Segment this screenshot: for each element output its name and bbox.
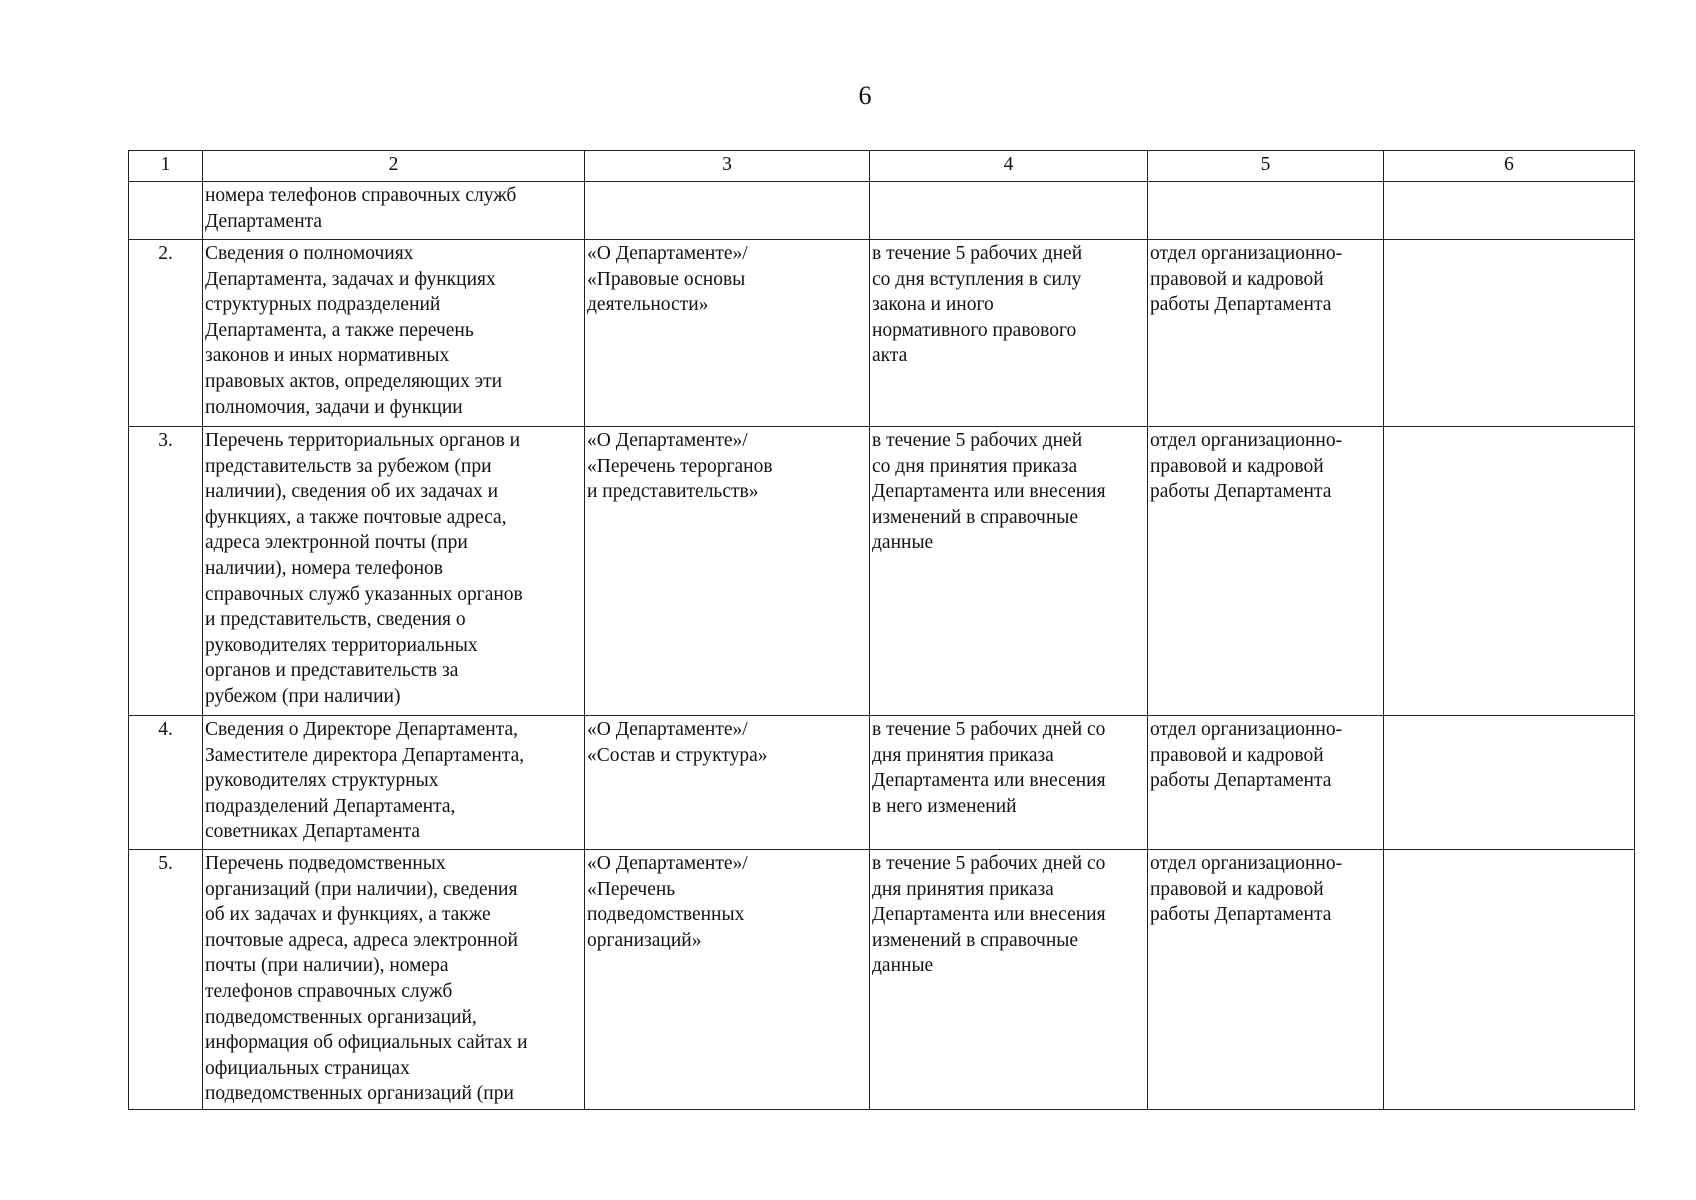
text-line: Заместителе директора Департамента, xyxy=(205,744,525,766)
section-cell xyxy=(585,716,870,850)
text-line: «Перечень xyxy=(587,878,676,900)
text-line: почтовые адреса, адреса электронной xyxy=(205,929,518,951)
text-line: работы Департамента xyxy=(1150,481,1332,503)
text-line: рубежом (при наличии) xyxy=(205,685,401,707)
header-cell: 3 xyxy=(585,151,870,182)
text-line: номера телефонов справочных служб xyxy=(205,185,517,206)
note-cell xyxy=(1384,182,1635,240)
text-line: дня принятия приказа xyxy=(872,744,1054,766)
deadline-cell xyxy=(870,850,1148,1110)
text-line: данные xyxy=(872,532,934,554)
responsible-cell xyxy=(1148,850,1384,1110)
text-line: почты (при наличии), номера xyxy=(205,955,449,977)
text-line: Перечень подведомственных xyxy=(205,853,446,874)
row-number-cell: 5. xyxy=(129,850,203,1110)
text-line: органов и представительств за xyxy=(205,660,459,682)
text-line: функциях, а также почтовые адреса, xyxy=(205,506,507,528)
header-cell: 5 xyxy=(1148,151,1384,182)
text-line: отдел организационно- xyxy=(1150,430,1343,451)
text-line: Перечень территориальных органов и xyxy=(205,430,521,451)
text-line: в течение 5 рабочих дней со xyxy=(872,853,1106,874)
text-line: в течение 5 рабочих дней xyxy=(872,430,1083,451)
deadline-cell xyxy=(870,240,1148,427)
text-line: справочных служб указанных органов xyxy=(205,583,523,605)
note-cell xyxy=(1384,427,1635,716)
text-line: структурных подразделений xyxy=(205,294,441,316)
text-line: правовой и кадровой xyxy=(1150,878,1324,900)
description-cell xyxy=(203,240,585,427)
text-line: руководителях территориальных xyxy=(205,634,478,656)
text-line: акта xyxy=(872,345,908,367)
header-cell: 4 xyxy=(870,151,1148,182)
header-cell: 6 xyxy=(1384,151,1635,182)
text-line: в него изменений xyxy=(872,795,1017,817)
responsible-cell xyxy=(1148,182,1384,240)
table-row xyxy=(129,182,1635,240)
text-line: об их задачах и функциях, а также xyxy=(205,904,491,926)
text-line: Департамента xyxy=(205,210,323,232)
text-line: со дня принятия приказа xyxy=(872,455,1078,477)
text-line: подведомственных xyxy=(587,904,745,926)
description-cell xyxy=(203,716,585,850)
text-line: Департамента, задачах и функциях xyxy=(205,268,496,290)
section-cell xyxy=(585,427,870,716)
section-cell xyxy=(585,182,870,240)
table-row xyxy=(129,427,1635,716)
note-cell xyxy=(1384,850,1635,1110)
text-line: адреса электронной почты (при xyxy=(205,532,468,554)
note-cell xyxy=(1384,240,1635,427)
text-line: Департамента или внесения xyxy=(872,481,1106,503)
text-line: изменений в справочные xyxy=(872,506,1079,528)
text-line: телефонов справочных служб xyxy=(205,980,453,1002)
text-line: руководителях структурных xyxy=(205,770,439,792)
deadline-cell xyxy=(870,427,1148,716)
text-line: наличии), сведения об их задачах и xyxy=(205,481,499,503)
responsible-cell xyxy=(1148,716,1384,850)
text-line: «Перечень терорганов xyxy=(587,455,773,477)
text-line: «О Департаменте»/ xyxy=(587,719,748,740)
text-line: и представительств» xyxy=(587,481,759,503)
deadline-cell xyxy=(870,182,1148,240)
text-line: полномочия, задачи и функции xyxy=(205,396,463,418)
text-line: Департамента или внесения xyxy=(872,904,1106,926)
text-line: закона и иного xyxy=(872,294,994,316)
text-line: правовой и кадровой xyxy=(1150,455,1324,477)
table-row xyxy=(129,716,1635,850)
text-line: изменений в справочные xyxy=(872,929,1079,951)
text-line: в течение 5 рабочих дней xyxy=(872,243,1083,264)
text-line: представительств за рубежом (при xyxy=(205,455,492,477)
table-row xyxy=(129,240,1635,427)
note-cell xyxy=(1384,716,1635,850)
text-line: подведомственных организаций, xyxy=(205,1006,477,1028)
row-number-cell: 4. xyxy=(129,716,203,850)
text-line: «Правовые основы xyxy=(587,268,746,290)
text-line: и представительств, сведения о xyxy=(205,609,466,631)
text-line: подведомственных организаций (при xyxy=(205,1083,514,1105)
text-line: советниках Департамента xyxy=(205,821,421,843)
text-line: отдел организационно- xyxy=(1150,243,1343,264)
page-number: 6 xyxy=(858,81,872,110)
text-line: работы Департамента xyxy=(1150,294,1332,316)
section-cell xyxy=(585,240,870,427)
text-line: информация об официальных сайтах и xyxy=(205,1032,528,1054)
row-number-cell: 3. xyxy=(129,427,203,716)
description-cell xyxy=(203,182,585,240)
text-line: работы Департамента xyxy=(1150,904,1332,926)
text-line: правовой и кадровой xyxy=(1150,268,1324,290)
text-line: наличии), номера телефонов xyxy=(205,557,444,579)
header-cell: 2 xyxy=(203,151,585,182)
text-line: данные xyxy=(872,955,934,977)
section-cell xyxy=(585,850,870,1110)
text-line: отдел организационно- xyxy=(1150,719,1343,740)
responsible-cell xyxy=(1148,240,1384,427)
text-line: «Состав и структура» xyxy=(587,744,768,766)
responsible-cell xyxy=(1148,427,1384,716)
text-line: организаций (при наличии), сведения xyxy=(205,878,518,900)
text-line: официальных страницах xyxy=(205,1057,410,1079)
deadline-cell xyxy=(870,716,1148,850)
text-line: «О Департаменте»/ xyxy=(587,853,748,874)
row-number-cell: 2. xyxy=(129,240,203,427)
text-line: Сведения о полномочиях xyxy=(205,243,414,264)
text-line: организаций» xyxy=(587,929,702,951)
text-line: законов и иных нормативных xyxy=(205,345,450,367)
text-line: в течение 5 рабочих дней со xyxy=(872,719,1106,740)
text-line: нормативного правового xyxy=(872,319,1077,341)
text-line: «О Департаменте»/ xyxy=(587,430,748,451)
text-line: правовой и кадровой xyxy=(1150,744,1324,766)
text-line: отдел организационно- xyxy=(1150,853,1343,874)
text-line: дня принятия приказа xyxy=(872,878,1054,900)
text-line: со дня вступления в силу xyxy=(872,268,1082,290)
text-line: подразделений Департамента, xyxy=(205,795,456,817)
header-row xyxy=(129,151,1635,182)
text-line: деятельности» xyxy=(587,294,709,316)
description-cell xyxy=(203,427,585,716)
text-line: работы Департамента xyxy=(1150,770,1332,792)
row-number-cell xyxy=(129,182,203,240)
text-line: Департамента, а также перечень xyxy=(205,319,474,341)
text-line: Департамента или внесения xyxy=(872,770,1106,792)
header-cell: 1 xyxy=(129,151,203,182)
text-line: «О Департаменте»/ xyxy=(587,243,748,264)
text-line: правовых актов, определяющих эти xyxy=(205,370,503,392)
table-row xyxy=(129,850,1635,1110)
information-table xyxy=(128,150,1635,1110)
description-cell xyxy=(203,850,585,1110)
text-line: Сведения о Директоре Департамента, xyxy=(205,719,518,740)
